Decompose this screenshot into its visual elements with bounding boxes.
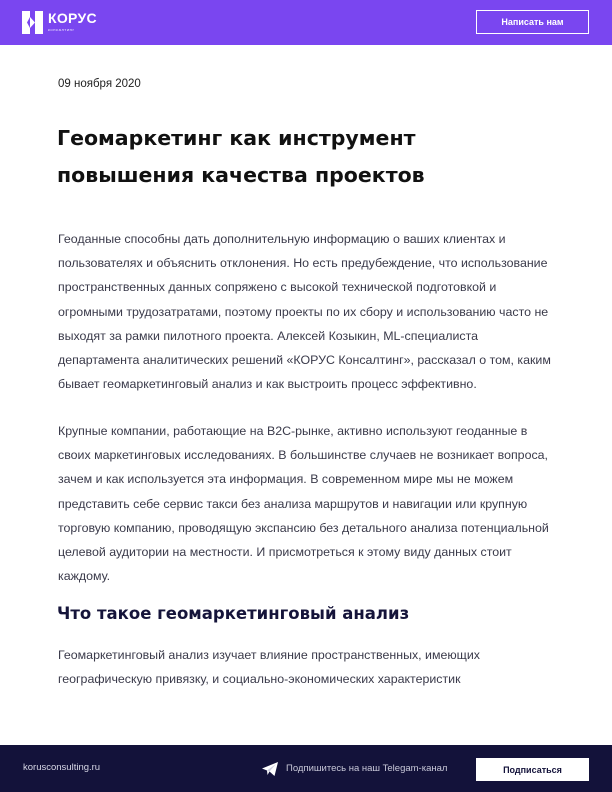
korus-logo[interactable] xyxy=(22,11,97,34)
subscribe-button[interactable]: Подписаться xyxy=(476,758,589,781)
section-paragraph: Геомаркетинговый анализ изучает влияние пространственных, имеющих географическую привязку, и социально-экономических характеристик xyxy=(58,648,480,687)
article-date: 09 ноября 2020 xyxy=(58,78,141,90)
article-title: Геомаркетинг как инструмент повышения качества проектов xyxy=(57,126,425,187)
korus-logo-icon xyxy=(22,11,43,34)
section-heading: Что такое геомаркетинговый анализ xyxy=(57,604,410,623)
article-paragraph-2: Крупные компании, работающие на B2C-рынке, активно используют геоданные в своих маркетинговых исследованиях. В большинстве случаев не возникает вопроса, зачем и как используется эта информация. В современном мире мы не можем представить себе сервис такси без анализа маршрутов и навигации или крупную торговую компанию, проводящую экспансию без детального анализа потенциальной целевой аудитории на местности. И присмотреться к этому виду данных стоит каждому. xyxy=(58,424,549,584)
telegram-subscribe-text[interactable]: Подпишитесь на наш Telegam-канал xyxy=(286,763,448,774)
article-paragraph-1: Геоданные способны дать дополнительную информацию о ваших клиентах и пользователях и объяснить отклонения. Но есть предубеждение, что использование пространственных данных сопряжено с высокой технической подготовкой и огромными трудозатратами, поэтому проекты по их сбору и использованию часто не выходят за рамки пилотного проекта. Алексей Козыкин, ML-специалиста департамента аналитических решений «КОРУС Консалтинг», рассказал о том, каким бывает геомаркетинговый анализ и как выстроить процесс эффективно. xyxy=(58,232,551,392)
site-footer xyxy=(0,745,612,792)
site-header xyxy=(0,0,612,45)
logo-subtitle: консалтинг xyxy=(48,27,75,32)
footer-site-link[interactable]: korusconsulting.ru xyxy=(23,762,101,773)
contact-us-button[interactable]: Написать нам xyxy=(476,10,589,34)
logo-name: КОРУС xyxy=(48,10,97,26)
telegram-icon[interactable] xyxy=(262,761,278,775)
